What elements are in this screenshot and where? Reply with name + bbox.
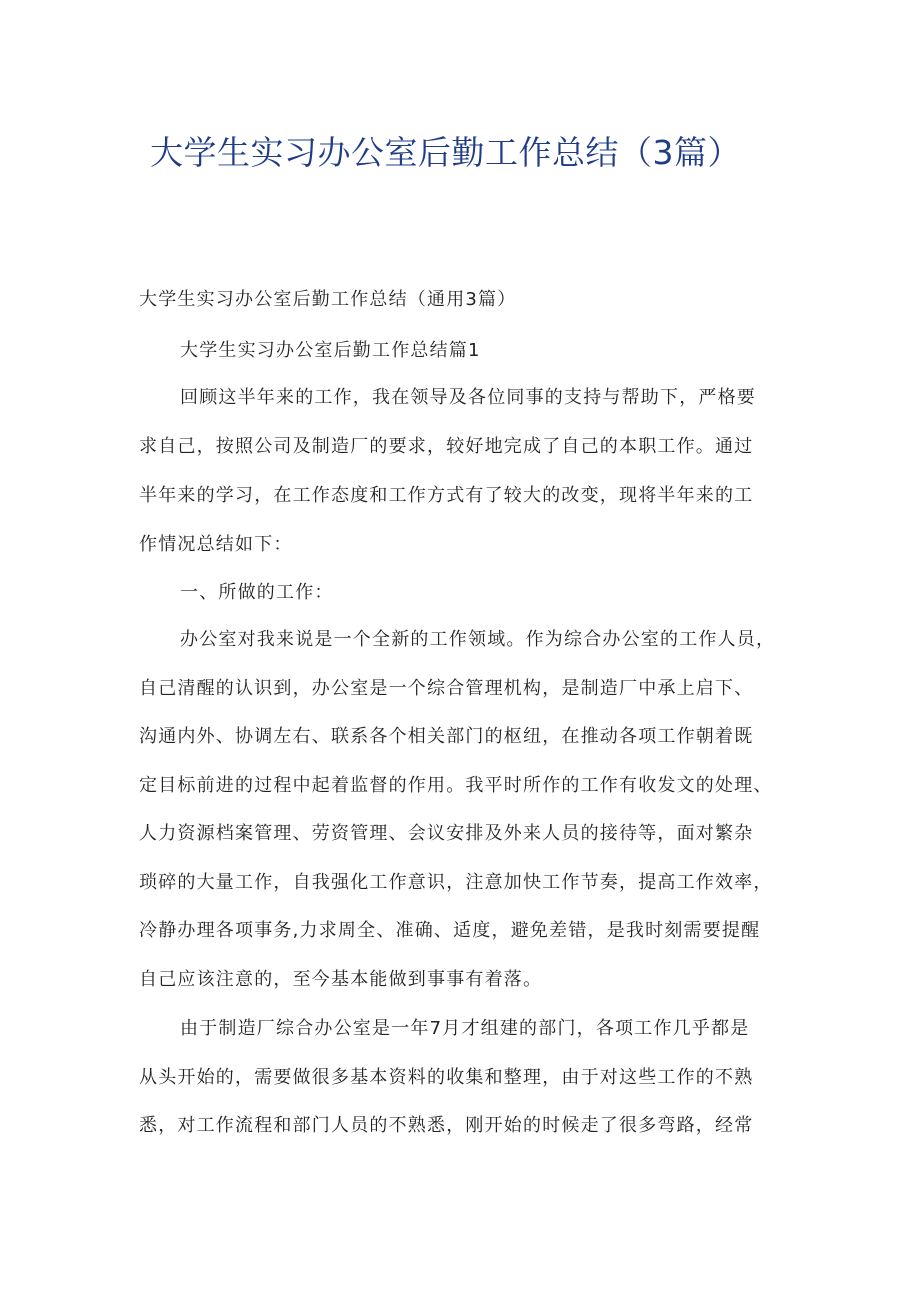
paragraph-line: 从头开始的，需要做很多基本资料的收集和整理，由于对这些工作的不熟	[139, 1067, 754, 1088]
paragraph-line: 办公室对我来说是一个全新的工作领域。作为综合办公室的工作人员，	[180, 629, 776, 650]
paragraph-line: 求自己，按照公司及制造厂的要求，较好地完成了自己的本职工作。通过	[139, 436, 754, 457]
document-title: 大学生实习办公室后勤工作总结（3篇）	[150, 133, 741, 172]
subtitle-line: 大学生实习办公室后勤工作总结（通用3篇）	[139, 289, 517, 310]
paragraph-line: 由于制造厂综合办公室是一年7月才组建的部门，各项工作几乎都是	[180, 1018, 750, 1039]
subheading: 一、所做的工作：	[180, 582, 334, 603]
paragraph-line: 半年来的学习，在工作态度和工作方式有了较大的改变，现将半年来的工	[139, 485, 754, 506]
paragraph-line: 自己应该注意的，至今基本能做到事事有着落。	[139, 969, 543, 990]
paragraph-line: 人力资源档案管理、劳资管理、会议安排及外来人员的接待等，面对繁杂	[139, 823, 754, 844]
paragraph-line: 回顾这半年来的工作，我在领导及各位同事的支持与帮助下，严格要	[180, 387, 756, 408]
section-heading: 大学生实习办公室后勤工作总结篇1	[180, 340, 481, 361]
paragraph-line: 作情况总结如下：	[139, 534, 293, 555]
paragraph-line: 琐碎的大量工作，自我强化工作意识，注意加快工作节奏，提高工作效率，	[139, 872, 773, 893]
paragraph-line: 悉，对工作流程和部门人员的不熟悉，刚开始的时候走了很多弯路，经常	[139, 1115, 754, 1136]
paragraph-line: 自己清醒的认识到，办公室是一个综合管理机构，是制造厂中承上启下、	[139, 678, 754, 699]
paragraph-line: 定目标前进的过程中起着监督的作用。我平时所作的工作有收发文的处理、	[139, 775, 773, 796]
paragraph-line: 沟通内外、协调左右、联系各个相关部门的枢纽，在推动各项工作朝着既	[139, 726, 754, 747]
paragraph-line: 冷静办理各项事务,力求周全、准确、适度，避免差错，是我时刻需要提醒	[139, 920, 761, 941]
